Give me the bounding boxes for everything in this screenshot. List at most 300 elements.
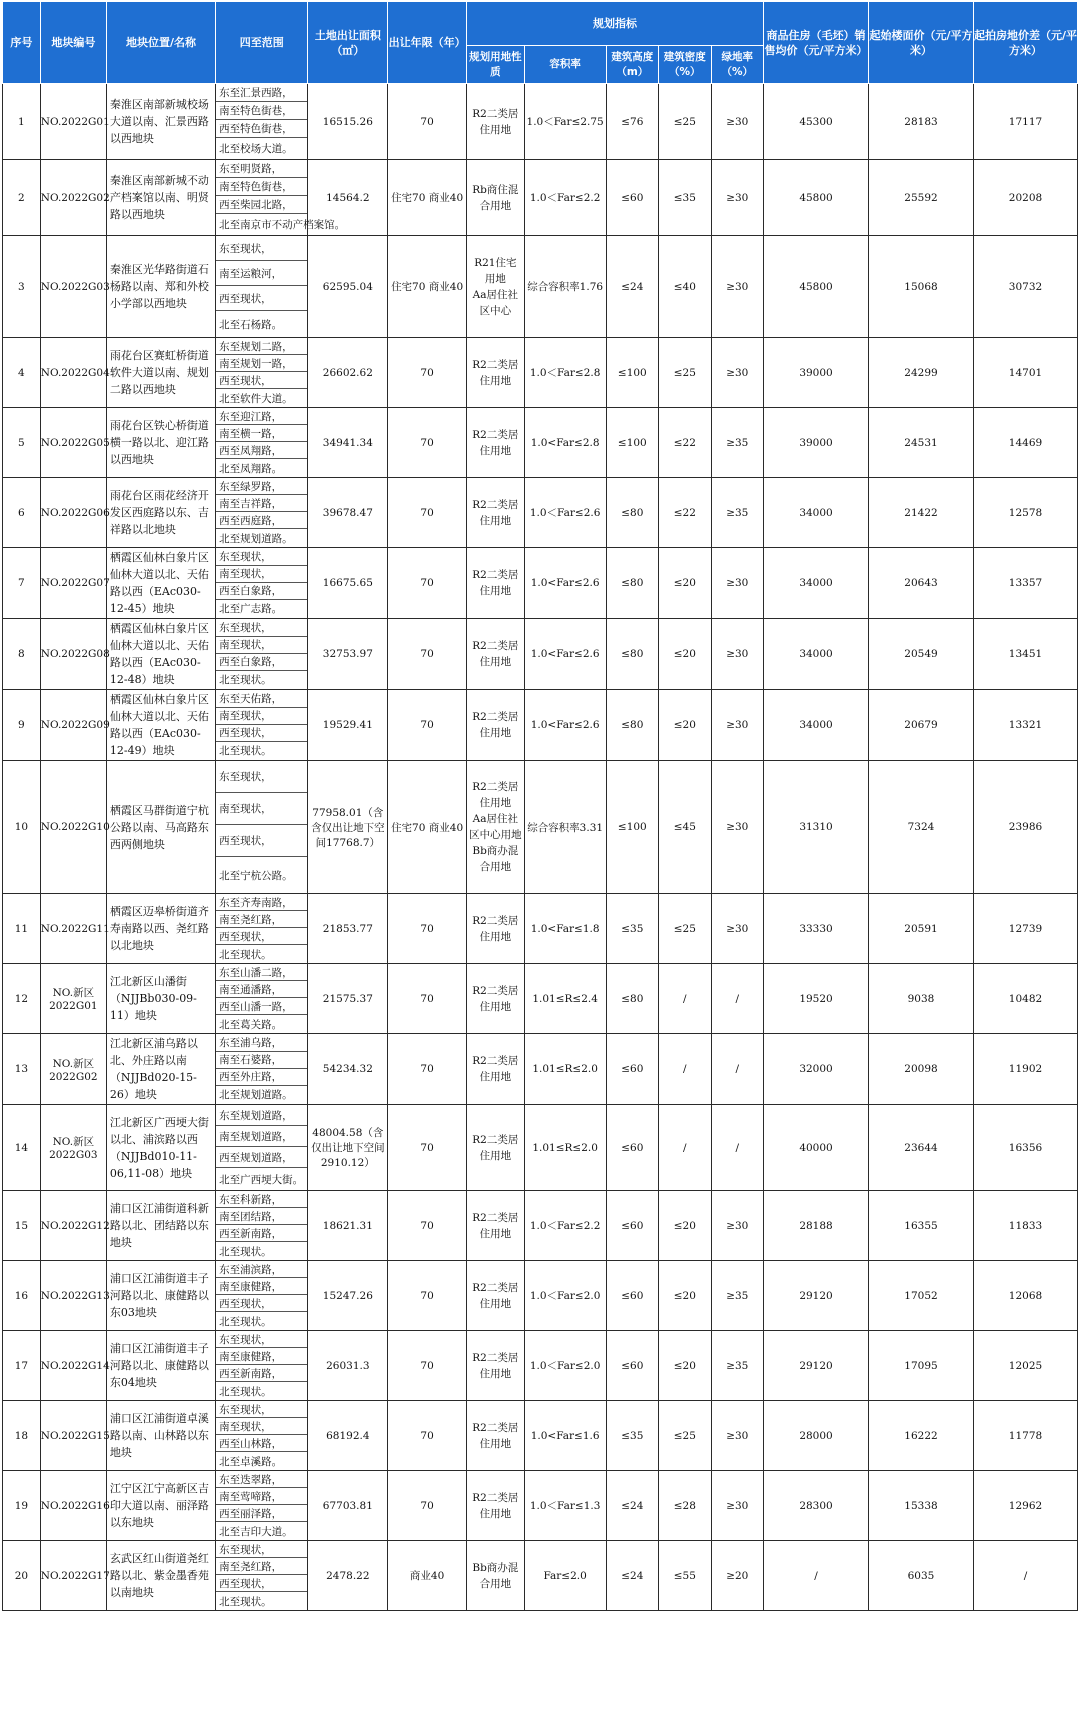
cell-density: ≤20: [659, 1331, 711, 1401]
cell-seq: 5: [3, 408, 41, 478]
cell-density: ≤45: [659, 761, 711, 894]
boundary-line: 西至丽泽路，: [216, 1505, 307, 1522]
cell-height: ≤80: [606, 478, 658, 548]
cell-far: 1.0<Far≤2.6: [524, 619, 606, 690]
cell-far: 1.0<Far≤2.6: [524, 690, 606, 761]
boundary-line: 南至现状，: [216, 637, 307, 654]
cell-height: ≤60: [606, 1105, 658, 1191]
cell-landuse: [466, 761, 524, 894]
cell-height: ≤60: [606, 1331, 658, 1401]
cell-floorprice: 7324: [869, 761, 974, 894]
table-row: [3, 338, 1078, 408]
landuse-item: R2二类居住用地: [472, 781, 519, 809]
cell-avgprice: 45800: [764, 160, 869, 236]
cell-height: ≤76: [606, 84, 658, 160]
landuse-item: R2二类居住用地: [472, 1133, 519, 1162]
boundary-line: 北至广志路。: [219, 603, 283, 615]
cell-far: 1.01≤R≤2.0: [524, 1034, 606, 1105]
cell-area: 39678.47: [308, 478, 388, 548]
cell-code: NO.新区2022G02: [40, 1034, 106, 1105]
cell-boundary: [216, 1331, 308, 1401]
boundary-line: 北至校场大道。: [219, 143, 293, 155]
cell-boundary: [216, 338, 308, 408]
cell-diff: 12962: [973, 1471, 1077, 1541]
cell-density: ≤28: [659, 1471, 711, 1541]
cell-diff: 10482: [973, 964, 1077, 1034]
table-row: [3, 1331, 1078, 1401]
cell-area: 54234.32: [308, 1034, 388, 1105]
cell-years: 住宅70 商业40: [388, 160, 467, 236]
cell-avgprice: 39000: [764, 408, 869, 478]
cell-height: ≤100: [606, 338, 658, 408]
cell-floorprice: 9038: [869, 964, 974, 1034]
cell-height: ≤24: [606, 1471, 658, 1541]
cell-area: 67703.81: [308, 1471, 388, 1541]
cell-floorprice: 20549: [869, 619, 974, 690]
cell-seq: 19: [3, 1471, 41, 1541]
cell-green: ≥30: [711, 690, 763, 761]
cell-location: 江北新区浦乌路以北、外庄路以南（NJJBd020-15-26）地块: [106, 1034, 215, 1105]
cell-green: ≥35: [711, 478, 763, 548]
cell-landuse: [466, 1261, 524, 1331]
cell-avgprice: 33330: [764, 894, 869, 964]
cell-boundary: [216, 1541, 308, 1611]
cell-location: 浦口区江浦街道丰子河路以北、康健路以东03地块: [106, 1261, 215, 1331]
cell-location: 栖霞区马群街道宁杭公路以南、马高路东西两侧地块: [106, 761, 215, 894]
boundary-line: 东至现状，: [216, 761, 307, 793]
cell-code: NO.新区2022G03: [40, 1105, 106, 1191]
cell-floorprice: 20591: [869, 894, 974, 964]
landuse-item: Bb商办混合用地: [472, 845, 519, 873]
cell-avgprice: 39000: [764, 338, 869, 408]
cell-area: 16675.65: [308, 548, 388, 619]
cell-years: 住宅70 商业40: [388, 761, 467, 894]
cell-landuse: [466, 1541, 524, 1611]
cell-location: 栖霞区仙林白象片区仙林大道以北、天佑路以西（EAc030-12-45）地块: [106, 548, 215, 619]
cell-area: 34941.34: [308, 408, 388, 478]
cell-years: 70: [388, 1261, 467, 1331]
cell-density: /: [659, 1105, 711, 1191]
boundary-line: 西至凤翔路，: [216, 442, 307, 459]
cell-location: 江北新区广西埂大街以北、浦滨路以西（NJJBd010-11-06,11-08）地块: [106, 1105, 215, 1191]
cell-seq: 18: [3, 1401, 41, 1471]
cell-avgprice: 29120: [764, 1261, 869, 1331]
boundary-line: 西至现状，: [216, 372, 307, 389]
cell-boundary: [216, 964, 308, 1034]
cell-height: ≤80: [606, 690, 658, 761]
cell-far: 1.0＜Far≤2.2: [524, 160, 606, 236]
boundary-line: 西至规划道路，: [216, 1147, 307, 1168]
cell-code: NO.2022G10: [40, 761, 106, 894]
boundary-line: 西至白象路，: [216, 654, 307, 671]
landuse-item: R21住宅用地: [474, 256, 517, 285]
cell-density: ≤25: [659, 338, 711, 408]
cell-seq: 20: [3, 1541, 41, 1611]
boundary-line: 西至山林路，: [216, 1435, 307, 1452]
boundary-line: 北至现状。: [219, 1385, 272, 1398]
boundary-line: 南至规划一路，: [216, 355, 307, 372]
cell-far: 1.0<Far≤2.6: [524, 548, 606, 619]
cell-avgprice: 28000: [764, 1401, 869, 1471]
table-row: [3, 548, 1078, 619]
cell-landuse: [466, 478, 524, 548]
cell-floorprice: 16222: [869, 1401, 974, 1471]
cell-area: 26031.3: [308, 1331, 388, 1401]
header-planning: 规划指标: [466, 2, 763, 46]
cell-landuse: [466, 548, 524, 619]
landuse-item: Aa居住社区中心用地: [469, 813, 522, 841]
landuse-item: R2二类居住用地: [472, 428, 519, 457]
boundary-line: 西至外庄路，: [216, 1069, 307, 1086]
landuse-item: R2二类居住用地: [472, 914, 519, 943]
cell-diff: 12025: [973, 1331, 1077, 1401]
boundary-line: 南至现状，: [216, 793, 307, 825]
cell-boundary: [216, 1105, 308, 1191]
cell-floorprice: 20098: [869, 1034, 974, 1105]
cell-floorprice: 17095: [869, 1331, 974, 1401]
boundary-line: 南至现状，: [216, 1418, 307, 1435]
cell-location: 玄武区红山街道尧红路以北、紫金墨香苑以南地块: [106, 1541, 215, 1611]
cell-avgprice: 34000: [764, 690, 869, 761]
cell-area: 18621.31: [308, 1191, 388, 1261]
cell-seq: 8: [3, 619, 41, 690]
cell-years: 70: [388, 478, 467, 548]
boundary-line: 东至绿罗路，: [216, 478, 307, 495]
cell-code: NO.新区2022G01: [40, 964, 106, 1034]
boundary-line: 北至葛关路。: [219, 1018, 283, 1031]
table-row: [3, 1541, 1078, 1611]
cell-far: 1.0＜Far≤2.8: [524, 338, 606, 408]
cell-floorprice: 25592: [869, 160, 974, 236]
cell-green: ≥30: [711, 1191, 763, 1261]
boundary-line: 西至柴园北路，: [216, 196, 307, 214]
cell-density: ≤20: [659, 548, 711, 619]
cell-floorprice: 24531: [869, 408, 974, 478]
cell-height: ≤80: [606, 619, 658, 690]
cell-density: /: [659, 964, 711, 1034]
table-row: [3, 236, 1078, 338]
landuse-item: R2二类居住用地: [472, 1055, 519, 1083]
table-row: [3, 478, 1078, 548]
cell-density: ≤25: [659, 894, 711, 964]
cell-seq: 3: [3, 236, 41, 338]
boundary-line: 西至现状，: [216, 286, 307, 311]
cell-far: 1.0＜Far≤2.6: [524, 478, 606, 548]
cell-code: NO.2022G08: [40, 619, 106, 690]
boundary-line: 东至规划道路，: [216, 1105, 307, 1126]
cell-height: ≤60: [606, 1261, 658, 1331]
cell-landuse: [466, 1105, 524, 1191]
boundary-line: 西至新南路，: [216, 1225, 307, 1242]
boundary-line: 北至现状。: [219, 948, 272, 961]
cell-location: 浦口区江浦街道丰子河路以北、康健路以东04地块: [106, 1331, 215, 1401]
cell-years: 70: [388, 1331, 467, 1401]
cell-area: 21575.37: [308, 964, 388, 1034]
landuse-item: R2二类居住用地: [472, 498, 519, 527]
landuse-item: R2二类居住用地: [472, 640, 519, 668]
table-row: [3, 619, 1078, 690]
cell-boundary: [216, 1471, 308, 1541]
boundary-line: 西至现状，: [216, 928, 307, 945]
cell-code: NO.2022G06: [40, 478, 106, 548]
boundary-line: 南至莺啼路，: [216, 1488, 307, 1505]
cell-area: 14564.2: [308, 160, 388, 236]
cell-years: 商业40: [388, 1541, 467, 1611]
cell-years: 70: [388, 964, 467, 1034]
boundary-line: 东至明贤路，: [216, 160, 307, 178]
cell-diff: 13321: [973, 690, 1077, 761]
landuse-item: R2二类居住用地: [472, 1351, 519, 1380]
cell-boundary: [216, 894, 308, 964]
cell-green: ≥20: [711, 1541, 763, 1611]
cell-code: NO.2022G03: [40, 236, 106, 338]
cell-boundary: [216, 1261, 308, 1331]
cell-diff: 14469: [973, 408, 1077, 478]
cell-avgprice: 31310: [764, 761, 869, 894]
boundary-line: 东至齐寿南路，: [216, 894, 307, 911]
cell-area: 26602.62: [308, 338, 388, 408]
cell-height: ≤60: [606, 160, 658, 236]
table-row: [3, 160, 1078, 236]
boundary-line: 东至现状，: [216, 236, 307, 261]
boundary-line: 东至山潘二路，: [216, 964, 307, 981]
boundary-line: 东至迭翠路，: [216, 1471, 307, 1488]
cell-seq: 13: [3, 1034, 41, 1105]
cell-landuse: [466, 1034, 524, 1105]
cell-diff: 12068: [973, 1261, 1077, 1331]
cell-seq: 2: [3, 160, 41, 236]
cell-location: 秦淮区光华路街道石杨路以南、郑和外校小学部以西地块: [106, 236, 215, 338]
cell-landuse: [466, 1191, 524, 1261]
cell-diff: 11778: [973, 1401, 1077, 1471]
boundary-line: 西至现状，: [216, 1575, 307, 1592]
header-location: 地块位置/名称: [106, 2, 215, 84]
cell-green: /: [711, 964, 763, 1034]
table-body: [3, 84, 1078, 1611]
cell-diff: 14701: [973, 338, 1077, 408]
boundary-line: 北至软件大道。: [219, 392, 293, 405]
cell-boundary: [216, 1401, 308, 1471]
cell-far: 1.0<Far≤1.6: [524, 1401, 606, 1471]
cell-seq: 15: [3, 1191, 41, 1261]
boundary-line: 南至康健路，: [216, 1348, 307, 1365]
cell-area: 77958.01（含含仅出让地下空间17768.7）: [308, 761, 388, 894]
cell-green: ≥30: [711, 160, 763, 236]
cell-years: 70: [388, 1105, 467, 1191]
header-avgprice: 商品住房（毛坯）销售均价（元/平方米）: [764, 2, 869, 84]
cell-height: ≤80: [606, 964, 658, 1034]
cell-area: 32753.97: [308, 619, 388, 690]
cell-seq: 14: [3, 1105, 41, 1191]
cell-density: ≤20: [659, 619, 711, 690]
cell-location: 秦淮区南部新城不动产档案馆以南、明贤路以西地块: [106, 160, 215, 236]
cell-years: 住宅70 商业40: [388, 236, 467, 338]
boundary-line: 东至现状，: [216, 620, 307, 637]
boundary-line: 北至现状。: [219, 674, 272, 686]
cell-density: ≤35: [659, 160, 711, 236]
cell-boundary: [216, 1034, 308, 1105]
cell-code: NO.2022G16: [40, 1471, 106, 1541]
cell-height: ≤60: [606, 1191, 658, 1261]
cell-height: ≤35: [606, 1401, 658, 1471]
cell-location: 江宁区江宁高新区吉印大道以南、丽泽路以东地块: [106, 1471, 215, 1541]
header-years: 出让年限（年）: [388, 2, 467, 84]
boundary-line: 东至迎江路，: [216, 408, 307, 425]
cell-diff: 20208: [973, 160, 1077, 236]
cell-green: /: [711, 1034, 763, 1105]
cell-code: NO.2022G09: [40, 690, 106, 761]
cell-seq: 4: [3, 338, 41, 408]
header-code: 地块编号: [40, 2, 106, 84]
cell-seq: 9: [3, 690, 41, 761]
header-seq: 序号: [3, 2, 41, 84]
land-auction-table: [2, 1, 1078, 1611]
cell-seq: 6: [3, 478, 41, 548]
cell-density: ≤40: [659, 236, 711, 338]
cell-area: 19529.41: [308, 690, 388, 761]
landuse-item: Bb商办混合用地: [472, 1561, 519, 1590]
boundary-line: 东至规划二路，: [216, 338, 307, 355]
cell-diff: 13357: [973, 548, 1077, 619]
boundary-line: 西至现状，: [216, 1295, 307, 1312]
header-landuse: 规划用地性质: [466, 46, 524, 84]
cell-diff: 17117: [973, 84, 1077, 160]
cell-code: NO.2022G02: [40, 160, 106, 236]
cell-boundary: [216, 478, 308, 548]
table-row: [3, 408, 1078, 478]
cell-height: ≤35: [606, 894, 658, 964]
cell-landuse: [466, 236, 524, 338]
cell-far: 综合容积率3.31: [524, 761, 606, 894]
boundary-line: 东至现状，: [216, 1401, 307, 1418]
cell-far: 1.0＜Far≤2.0: [524, 1331, 606, 1401]
boundary-line: 东至现状，: [216, 1541, 307, 1558]
table-row: [3, 690, 1078, 761]
cell-location: 栖霞区仙林白象片区仙林大道以北、天佑路以西（EAc030-12-48）地块: [106, 619, 215, 690]
boundary-line: 北至石杨路。: [219, 318, 283, 331]
header-green: 绿地率（%）: [711, 46, 763, 84]
cell-floorprice: 17052: [869, 1261, 974, 1331]
cell-density: /: [659, 1034, 711, 1105]
cell-diff: /: [973, 1541, 1077, 1611]
cell-height: ≤100: [606, 761, 658, 894]
boundary-line: 北至广西埂大街。: [219, 1173, 304, 1186]
cell-diff: 11902: [973, 1034, 1077, 1105]
cell-diff: 12578: [973, 478, 1077, 548]
cell-years: 70: [388, 408, 467, 478]
cell-location: 浦口区江浦街道卓溪路以南、山林路以东地块: [106, 1401, 215, 1471]
cell-far: 1.0<Far≤1.8: [524, 894, 606, 964]
cell-far: 1.01≤R≤2.4: [524, 964, 606, 1034]
cell-years: 70: [388, 548, 467, 619]
cell-location: 雨花台区铁心桥街道横一路以北、迎江路以西地块: [106, 408, 215, 478]
cell-height: ≤60: [606, 1034, 658, 1105]
cell-far: 综合容积率1.76: [524, 236, 606, 338]
cell-landuse: [466, 1331, 524, 1401]
boundary-line: 东至现状，: [216, 549, 307, 566]
cell-floorprice: 6035: [869, 1541, 974, 1611]
boundary-line: 南至通潘路，: [216, 981, 307, 998]
cell-location: 浦口区江浦街道科新路以北、团结路以东地块: [106, 1191, 215, 1261]
cell-boundary: [216, 690, 308, 761]
cell-location: 雨花台区赛虹桥街道软件大道以南、规划二路以西地块: [106, 338, 215, 408]
cell-years: 70: [388, 1034, 467, 1105]
cell-diff: 13451: [973, 619, 1077, 690]
cell-diff: 23986: [973, 761, 1077, 894]
table-row: [3, 894, 1078, 964]
cell-far: 1.01≤R≤2.0: [524, 1105, 606, 1191]
cell-code: NO.2022G12: [40, 1191, 106, 1261]
cell-seq: 12: [3, 964, 41, 1034]
cell-density: ≤22: [659, 478, 711, 548]
cell-height: ≤100: [606, 408, 658, 478]
cell-far: 1.0<Far≤2.8: [524, 408, 606, 478]
cell-area: 15247.26: [308, 1261, 388, 1331]
header-area: 土地出让面积（㎡）: [308, 2, 388, 84]
cell-landuse: [466, 84, 524, 160]
cell-location: 栖霞区迈皋桥街道齐寿南路以西、尧红路以北地块: [106, 894, 215, 964]
cell-green: ≥30: [711, 894, 763, 964]
cell-seq: 11: [3, 894, 41, 964]
boundary-line: 南至康健路，: [216, 1278, 307, 1295]
table-row: [3, 1191, 1078, 1261]
cell-green: ≥30: [711, 84, 763, 160]
cell-avgprice: 40000: [764, 1105, 869, 1191]
cell-green: ≥30: [711, 761, 763, 894]
cell-height: ≤80: [606, 548, 658, 619]
cell-floorprice: 20643: [869, 548, 974, 619]
cell-floorprice: 16355: [869, 1191, 974, 1261]
cell-seq: 1: [3, 84, 41, 160]
cell-avgprice: 19520: [764, 964, 869, 1034]
cell-floorprice: 15068: [869, 236, 974, 338]
cell-location: 江北新区山潘街（NJJBb030-09-11）地块: [106, 964, 215, 1034]
header-density: 建筑密度（%）: [659, 46, 711, 84]
cell-green: /: [711, 1105, 763, 1191]
cell-avgprice: 45300: [764, 84, 869, 160]
cell-code: NO.2022G14: [40, 1331, 106, 1401]
header-floorprice: 起始楼面价（元/平方米）: [869, 2, 974, 84]
table-row: [3, 1261, 1078, 1331]
cell-far: 1.0＜Far≤1.3: [524, 1471, 606, 1541]
boundary-line: 南至现状，: [216, 566, 307, 583]
boundary-line: 南至尧红路，: [216, 1558, 307, 1575]
cell-landuse: [466, 338, 524, 408]
cell-landuse: [466, 408, 524, 478]
cell-green: ≥30: [711, 619, 763, 690]
cell-boundary: [216, 236, 308, 338]
cell-floorprice: 20679: [869, 690, 974, 761]
cell-years: 70: [388, 690, 467, 761]
boundary-line: 东至浦滨路，: [216, 1261, 307, 1278]
boundary-line: 西至现状，: [216, 725, 307, 742]
cell-landuse: [466, 619, 524, 690]
cell-diff: 12739: [973, 894, 1077, 964]
table-row: [3, 1034, 1078, 1105]
cell-boundary: [216, 619, 308, 690]
cell-seq: 10: [3, 761, 41, 894]
boundary-line: 北至宁杭公路。: [219, 869, 293, 882]
table-row: [3, 761, 1078, 894]
cell-years: 70: [388, 338, 467, 408]
header-boundary: 四至范围: [216, 2, 308, 84]
boundary-line: 南至规划道路，: [216, 1126, 307, 1147]
cell-area: 48004.58（含仅出让地下空间2910.12）: [308, 1105, 388, 1191]
cell-boundary: [216, 84, 308, 160]
boundary-line: 西至白象路，: [216, 583, 307, 600]
cell-code: NO.2022G17: [40, 1541, 106, 1611]
boundary-line: 北至现状。: [219, 1245, 272, 1258]
